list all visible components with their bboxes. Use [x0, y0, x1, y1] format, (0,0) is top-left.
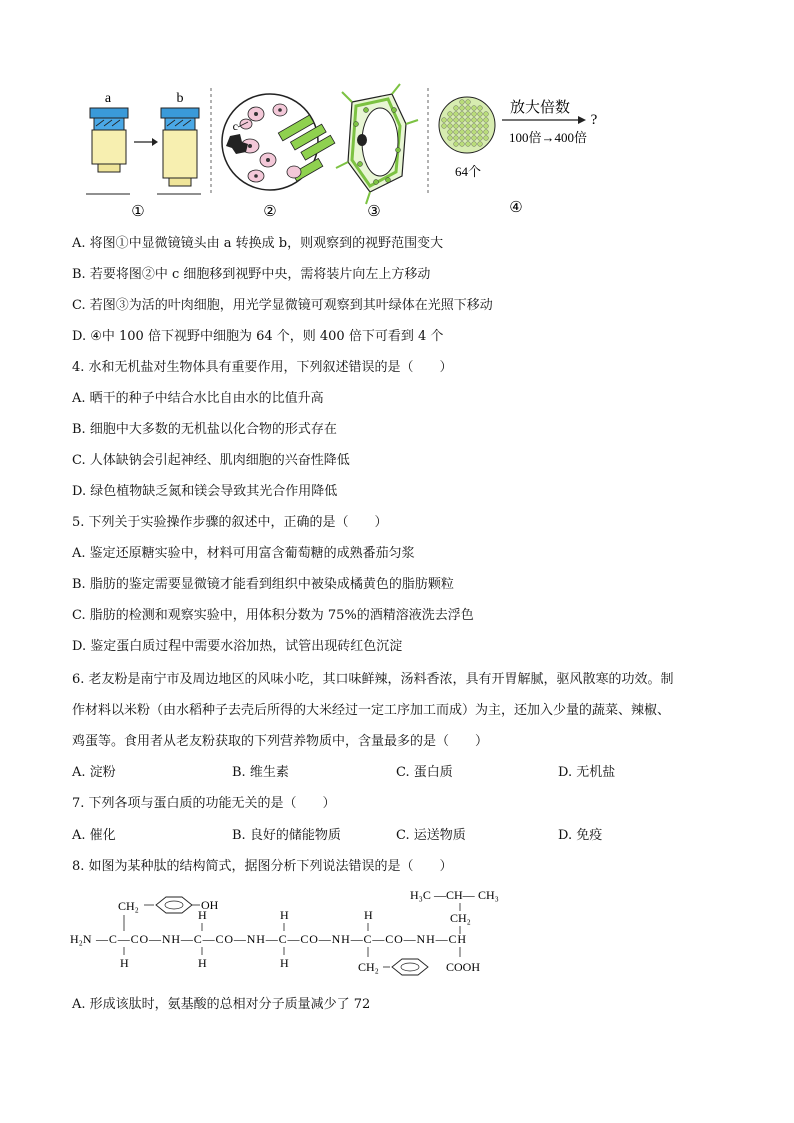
q4-option-a: A. 晒干的种子中结合水比自由水的比值升高 [72, 391, 324, 406]
h-label: H [120, 956, 129, 970]
q6-options [72, 765, 712, 781]
magnify-range: 100倍→400倍 [508, 130, 588, 145]
cell-dot [478, 118, 483, 123]
cell-dot [454, 136, 459, 141]
q6-stem-line1: 6. 老友粉是南宁市及周边地区的风味小吃，其口味鲜辣，汤料香浓，具有开胃解腻，驱风散寒的功效。制 [72, 672, 674, 687]
h-label: H [198, 956, 207, 970]
cell-dot [460, 118, 465, 123]
cell-dot [484, 124, 489, 129]
cell-dot [454, 118, 459, 123]
q5-option-c: C. 脂肪的检测和观察实验中，用体积分数为 75%的酒精溶液洗去浮色 [72, 608, 474, 623]
oh-label: OH [201, 898, 219, 912]
cell-dot [442, 118, 447, 123]
q8-stem: 8. 如图为某种肽的结构简式，据图分析下列说法错误的是（ ） [72, 859, 453, 874]
ch2-label-tyr: CH₂ [118, 899, 139, 913]
q7-option-b: B. 良好的储能物质 [232, 828, 341, 843]
q7-option-a: A. 催化 [72, 828, 116, 843]
h-label: H [198, 908, 207, 922]
q6-option-c: C. 蛋白质 [396, 765, 453, 780]
cell-dot [478, 112, 483, 117]
cell-dot [484, 136, 489, 141]
cell-dot [460, 136, 465, 141]
cell-dot [478, 142, 483, 147]
cell-dot [466, 136, 471, 141]
cell-dot [472, 112, 477, 117]
microscope-figure [70, 80, 630, 220]
arrow-icon [134, 138, 158, 146]
cell-dot [484, 112, 489, 117]
cell-dot [454, 142, 459, 147]
cell-dot [478, 106, 483, 111]
label-c: c [232, 119, 238, 133]
cell-dot [460, 130, 465, 135]
ch2-label-phe: CH₂ [358, 960, 379, 974]
cell-dot [460, 106, 465, 111]
cooh-label: COOH [446, 960, 481, 974]
cell-dot [472, 124, 477, 129]
q6-stem-line2: 作材料以米粉（由水稻种子去壳后所得的大米经过一定工序加工而成）为主，还加入少量的蔬菜、辣椒、 [72, 703, 671, 718]
peptide-structure [70, 885, 510, 985]
cell-dot [448, 136, 453, 141]
ch-label: —CH— [434, 888, 475, 902]
q5-option-a: A. 鉴定还原糖实验中，材料可用富含葡萄糖的成熟番茄匀浆 [72, 546, 415, 561]
cell-dot [472, 136, 477, 141]
cell-dot [454, 124, 459, 129]
q4-option-c: C. 人体缺钠会引起神经、肌肉细胞的兴奋性降低 [72, 453, 350, 468]
objective-lens-a [86, 91, 130, 194]
cell-dot [460, 124, 465, 129]
cell-dot [448, 124, 453, 129]
q5-option-b: B. 脂肪的鉴定需要显微镜才能看到组织中被染成橘黄色的脂肪颗粒 [72, 577, 454, 592]
cell-dot [448, 112, 453, 117]
cell-dot [472, 106, 477, 111]
cell-dot [460, 100, 465, 105]
q5-stem: 5. 下列关于实验操作步骤的叙述中，正确的是（ ） [72, 515, 388, 530]
h-label: H [364, 908, 373, 922]
q3-option-b: B. 若要将图②中 c 细胞移到视野中央，需将装片向左上方移动 [72, 267, 431, 282]
magnify-label: 放大倍数 [509, 100, 571, 116]
cell-dot [466, 118, 471, 123]
h2n-label: H₂N [70, 932, 92, 946]
cell-dot [478, 130, 483, 135]
caption-2: ② [263, 204, 277, 220]
cell-dot [454, 106, 459, 111]
cell-dot [466, 112, 471, 117]
cell-dot [466, 106, 471, 111]
q4-option-d: D. 绿色植物缺乏氮和镁会导致其光合作用降低 [72, 484, 338, 499]
q7-stem: 7. 下列各项与蛋白质的功能无关的是（ ） [72, 796, 336, 811]
label-b: b [176, 91, 184, 106]
objective-lens-b [157, 91, 201, 194]
cell-dot [484, 118, 489, 123]
cell-dot [472, 142, 477, 147]
cell-dot [472, 130, 477, 135]
q6-option-a: A. 淀粉 [72, 765, 116, 780]
cell-dot [484, 130, 489, 135]
cell-dot [466, 130, 471, 135]
question-mark: ? [590, 112, 598, 128]
q6-option-d: D. 无机盐 [558, 765, 616, 780]
q8-option-a: A. 形成该肽时，氨基酸的总相对分子质量减少了 72 [72, 997, 371, 1012]
label-a: a [104, 91, 112, 106]
cell-dot [454, 130, 459, 135]
h-label: H [280, 908, 289, 922]
caption-4: ④ [509, 200, 523, 216]
cell-dot [466, 124, 471, 129]
q4-stem: 4. 水和无机盐对生物体具有重要作用，下列叙述错误的是（ ） [72, 360, 453, 375]
q3-option-a: A. 将图①中显微镜镜头由 a 转换成 b，则观察到的视野范围变大 [72, 236, 444, 251]
h3c-label: H₃C [410, 888, 431, 902]
q6-option-b: B. 维生素 [232, 765, 289, 780]
ch3-label: CH₃ [478, 888, 499, 902]
q3-option-d: D. ④中 100 倍下视野中细胞为 64 个，则 400 倍下可看到 4 个 [72, 329, 444, 344]
q7-option-d: D. 免疫 [558, 828, 603, 843]
cell-dot [472, 118, 477, 123]
leaf-mesophyll-cell [336, 84, 418, 204]
cell-dot [454, 112, 459, 117]
cell-dot [448, 118, 453, 123]
cell-cluster [439, 97, 495, 153]
q6-stem-line3: 鸡蛋等。食用者从老友粉获取的下列营养物质中，含量最多的是（ ） [72, 734, 489, 749]
ch2-label-leu: CH₂ [450, 911, 471, 925]
cell-dot [478, 124, 483, 129]
q7-options [72, 828, 712, 844]
caption-1: ① [131, 204, 145, 220]
cell-dot [448, 130, 453, 135]
cell-dot [466, 142, 471, 147]
cell-dot [460, 142, 465, 147]
backbone-chain: —C—CO—NH—C—CO—NH—C—CO—NH—C—CO—NH—CH [96, 932, 466, 946]
cell-dot [442, 124, 447, 129]
caption-3: ③ [367, 204, 381, 220]
q4-option-b: B. 细胞中大多数的无机盐以化合物的形式存在 [72, 422, 337, 437]
cell-dot [478, 136, 483, 141]
q3-option-c: C. 若图③为活的叶肉细胞，用光学显微镜可观察到其叶绿体在光照下移动 [72, 298, 493, 313]
cell-dot [460, 112, 465, 117]
q5-option-d: D. 鉴定蛋白质过程中需要水浴加热，试管出现砖红色沉淀 [72, 639, 403, 654]
count-label: 64个 [454, 164, 482, 179]
h-label: H [280, 956, 289, 970]
cell-dot [466, 100, 471, 105]
field-of-view-circle [222, 94, 342, 190]
q7-option-c: C. 运送物质 [396, 828, 466, 843]
